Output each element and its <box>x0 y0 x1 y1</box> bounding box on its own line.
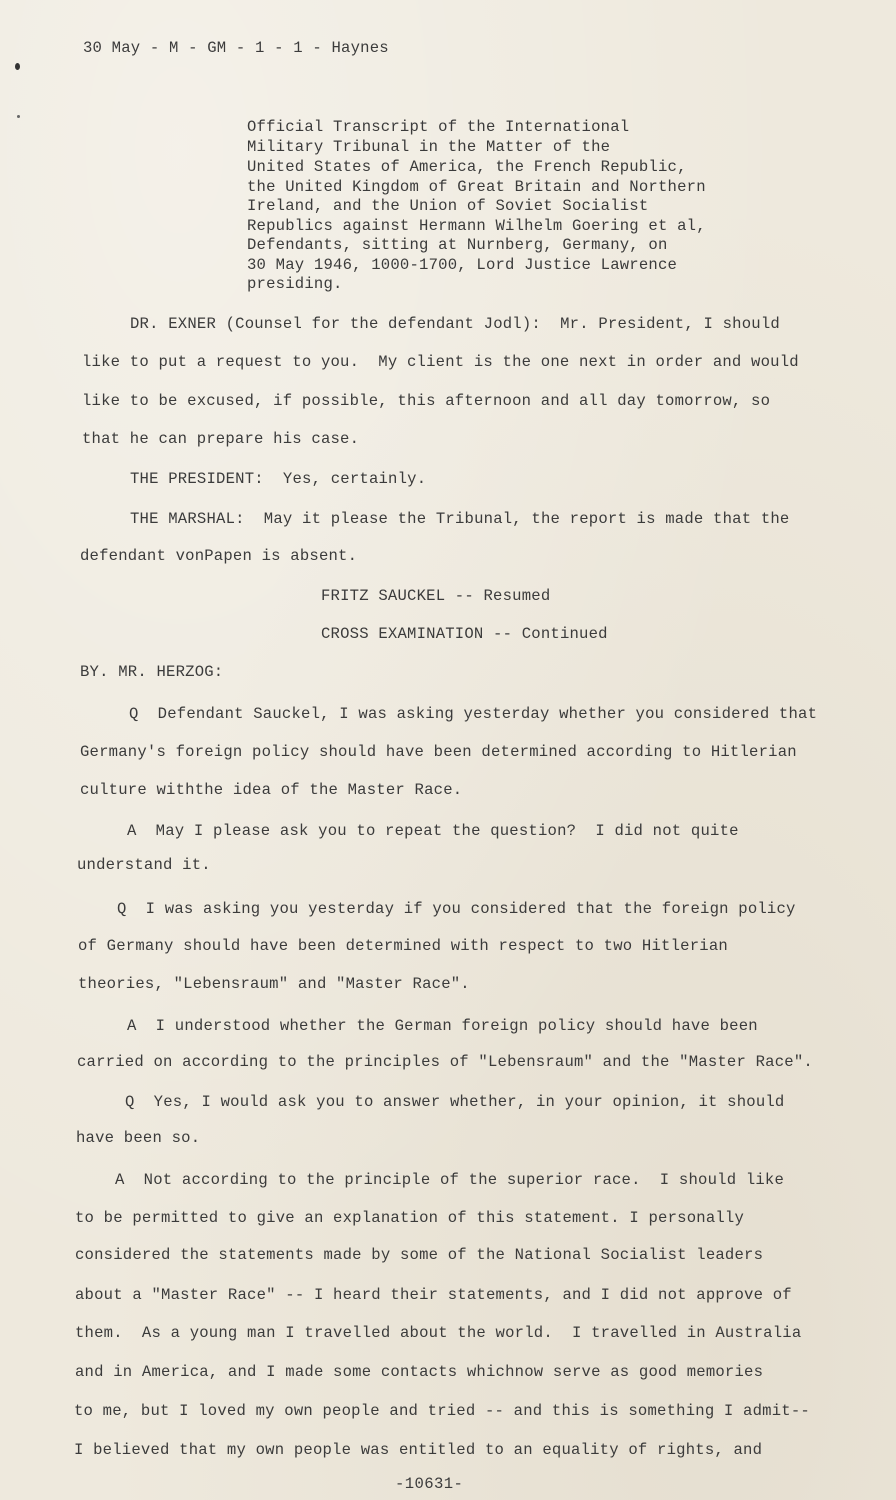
text-line: A Not according to the principle of the superior race. I should like <box>115 1171 785 1189</box>
caption-line: United States of America, the French Republic, <box>247 158 687 176</box>
caption-line: the United Kingdom of Great Britain and Northern <box>247 178 706 196</box>
page-number: -10631- <box>395 1475 464 1493</box>
examiner-line: BY. MR. HERZOG: <box>80 663 224 681</box>
section-heading: FRITZ SAUCKEL -- Resumed <box>321 587 551 605</box>
text-line: culture withthe idea of the Master Race. <box>80 781 463 799</box>
text-line: have been so. <box>76 1129 201 1147</box>
text-line: to be permitted to give an explanation of this statement. I personally <box>75 1209 745 1227</box>
text-line: THE PRESIDENT: Yes, certainly. <box>130 470 427 488</box>
text-line: like to be excused, if possible, this afternoon and all day tomorrow, so <box>82 392 771 410</box>
text-line: Germany's foreign policy should have been determined according to Hitlerian <box>80 743 797 761</box>
text-line: I believed that my own people was entitled to an equality of rights, and <box>74 1441 763 1459</box>
text-line: Q I was asking you yesterday if you considered that the foreign policy <box>117 900 796 918</box>
caption-line: Republics against Hermann Wilhelm Goering et al, <box>247 217 706 235</box>
text-line: understand it. <box>77 856 211 874</box>
text-line: A May I please ask you to repeat the question? I did not quite <box>127 822 739 840</box>
text-line: carried on according to the principles of "Lebensraum" and the "Master Race". <box>77 1053 813 1071</box>
page-reference-header: 30 May - M - GM - 1 - 1 - Haynes <box>83 39 389 57</box>
section-heading: CROSS EXAMINATION -- Continued <box>321 625 608 643</box>
text-line: defendant vonPapen is absent. <box>80 547 358 565</box>
text-line: and in America, and I made some contacts whichnow serve as good memories <box>75 1363 764 1381</box>
caption-line: Ireland, and the Union of Soviet Socialist <box>247 197 649 215</box>
caption-line: 30 May 1946, 1000-1700, Lord Justice Lawrence <box>247 256 678 274</box>
punch-mark <box>15 63 20 70</box>
caption-line: presiding. <box>247 275 343 293</box>
text-line: Q Defendant Sauckel, I was asking yesterday whether you considered that <box>129 705 818 723</box>
punch-mark <box>17 115 20 118</box>
text-line: considered the statements made by some of the National Socialist leaders <box>75 1246 764 1264</box>
text-line: DR. EXNER (Counsel for the defendant Jodl): Mr. President, I should <box>130 315 780 333</box>
caption-line: Military Tribunal in the Matter of the <box>247 138 611 156</box>
caption-line: Defendants, sitting at Nurnberg, Germany, on <box>247 236 668 254</box>
text-line: of Germany should have been determined with respect to two Hitlerian <box>78 937 728 955</box>
text-line: about a "Master Race" -- I heard their statements, and I did not approve of <box>75 1286 792 1304</box>
text-line: like to put a request to you. My client is the one next in order and would <box>82 353 799 371</box>
text-line: A I understood whether the German foreign policy should have been <box>127 1017 758 1035</box>
text-line: theories, "Lebensraum" and "Master Race". <box>78 975 470 993</box>
text-line: THE MARSHAL: May it please the Tribunal, the report is made that the <box>130 510 790 528</box>
caption-line: Official Transcript of the International <box>247 118 630 136</box>
text-line: Q Yes, I would ask you to answer whether, in your opinion, it should <box>125 1093 785 1111</box>
text-line: that he can prepare his case. <box>82 430 360 448</box>
text-line: them. As a young man I travelled about the world. I travelled in Australia <box>75 1324 802 1342</box>
text-line: to me, but I loved my own people and tried -- and this is something I admit-- <box>74 1402 810 1420</box>
